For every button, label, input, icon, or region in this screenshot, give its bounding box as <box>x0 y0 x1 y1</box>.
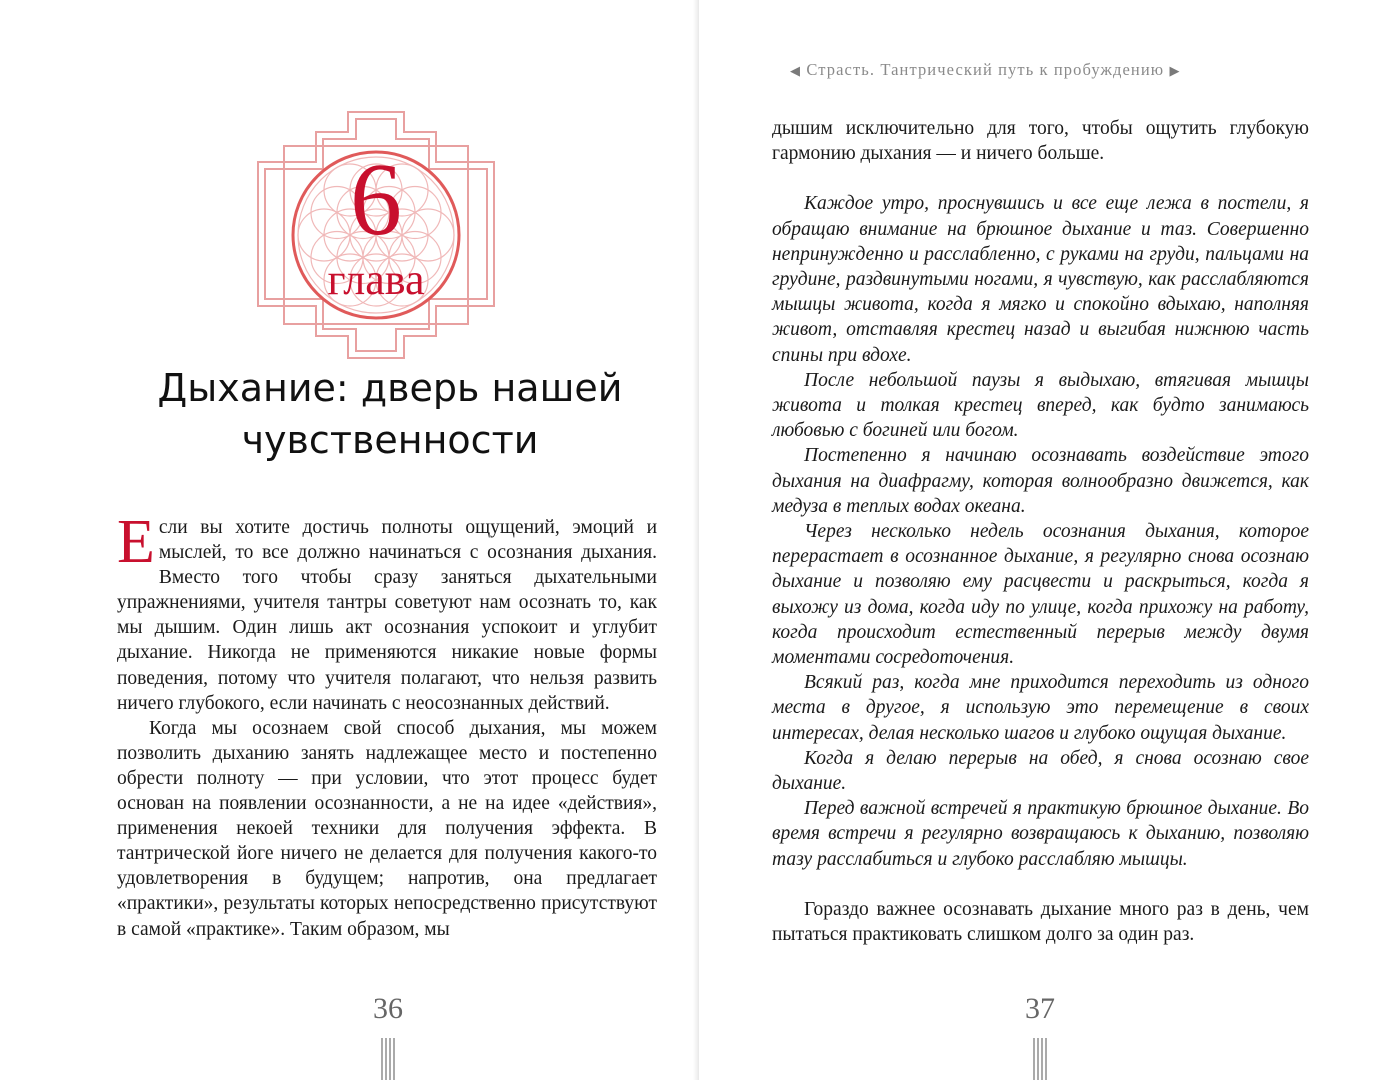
page-number-left: 36 <box>373 992 403 1025</box>
body-paragraph: Когда мы осознаем свой способ дыхания, мы можем позволить дыханию занять надлежащее место и постепенно обрести полноту — при условии, что этот процесс будет основан на появлении осознанности, а не на идее «действия», применения некоей техники для получения эффекта. В тантрической йоге ничего не делается для получения какого-то удовлетворения в будущем; напротив, она предлагает «практики», результаты которых непосредственно присутствуют в самой «практике». Таким образом, мы <box>117 717 657 940</box>
vertical-lines-ornament-icon <box>1030 1038 1050 1080</box>
chapter-title: Дыхание: дверь нашей чувственности <box>157 366 623 462</box>
running-head <box>790 60 1290 80</box>
opening-paragraph-text: сли вы хотите достичь полноты ощущений, эмоций и мыслей, то все должно начинаться с осознания дыхания. Вместо того чтобы сразу заняться дыхательными упражнениями, учителя тантры советуют нам осознать то, как мы дышим. Один лишь акт осознания успокоит и углубит дыхание. Никогда не применяются никакие новые формы поведения, потому что учителя полагают, что нельзя развить ничего глубокого, если начинать с неосознанных действий. <box>117 517 657 714</box>
italic-paragraph: После небольшой паузы я выдыхаю, втягивая мышцы живота и толкая крестец вперед, как будто занимаюсь любовью с богиней или богом. <box>772 369 1309 442</box>
drop-cap: Е <box>117 508 155 576</box>
continued-paragraph: дышим исключительно для того, чтобы ощутить глубокую гармонию дыхания — и ничего больше. <box>772 118 1309 165</box>
italic-paragraph: Через несколько недель осознания дыхания, которое перерастает в осознанное дыхание, я регулярно снова осознаю дыхание и позволяю ему расцвести и раскрыться, когда я выхожу из дома, когда иду по улице, когда прихожу на работу, когда происходит естественный перерыв между двумя моментами сосредоточения. <box>772 521 1309 669</box>
vertical-lines-ornament-icon <box>378 1038 398 1080</box>
triangle-right-icon: ▶ <box>1169 63 1181 78</box>
opening-paragraph <box>117 508 657 716</box>
italic-paragraph: Постепенно я начинаю осознавать воздействие этого дыхания на диафрагму, которая волнообразно движется, как медуза в теплых водах океана. <box>772 445 1309 517</box>
chapter-emblem <box>256 110 496 360</box>
italic-paragraph: Перед важной встречей я практикую брюшное дыхание. Во время встречи я регулярно возвращаюсь к дыханию, позволяю тазу расслабиться и глубоко расслабляю мышцы. <box>772 798 1309 870</box>
italic-paragraph: Каждое утро, проснувшись и все еще лежа в постели, я обращаю внимание на брюшное дыхание и таз. Совершенно непринужденно и расслабленно, с руками на груди, пальцами на грудине, раздвинутыми ногами, я чувствую, как расслабляются мышцы живота, когда я мягко и спокойно вдыхаю, наполняя живот, отставляя крестец назад и выгибая нижнюю часть спины при вдохе. <box>772 193 1309 366</box>
italic-paragraph: Когда я делаю перерыв на обед, я снова осознаю свое дыхание. <box>772 747 1309 795</box>
chapter-label: глава <box>327 255 425 304</box>
right-body-text <box>772 116 1309 947</box>
italic-paragraph: Всякий раз, когда мне приходится переходить из одного места в другое, я использую это перемещение в своих интересах, делая несколько шагов и глубоко ощущая дыхание. <box>772 672 1309 744</box>
page-number-right: 37 <box>1025 992 1055 1025</box>
chapter-number: 6 <box>350 142 402 257</box>
triangle-left-icon: ◀ <box>790 63 802 78</box>
closing-paragraph: Гораздо важнее осознавать дыхание много раз в день, чем пытаться практиковать слишком долго за один раз. <box>772 898 1309 946</box>
running-head-title: Страсть. Тантрический путь к пробуждению <box>806 60 1165 79</box>
left-body-text <box>117 508 657 942</box>
